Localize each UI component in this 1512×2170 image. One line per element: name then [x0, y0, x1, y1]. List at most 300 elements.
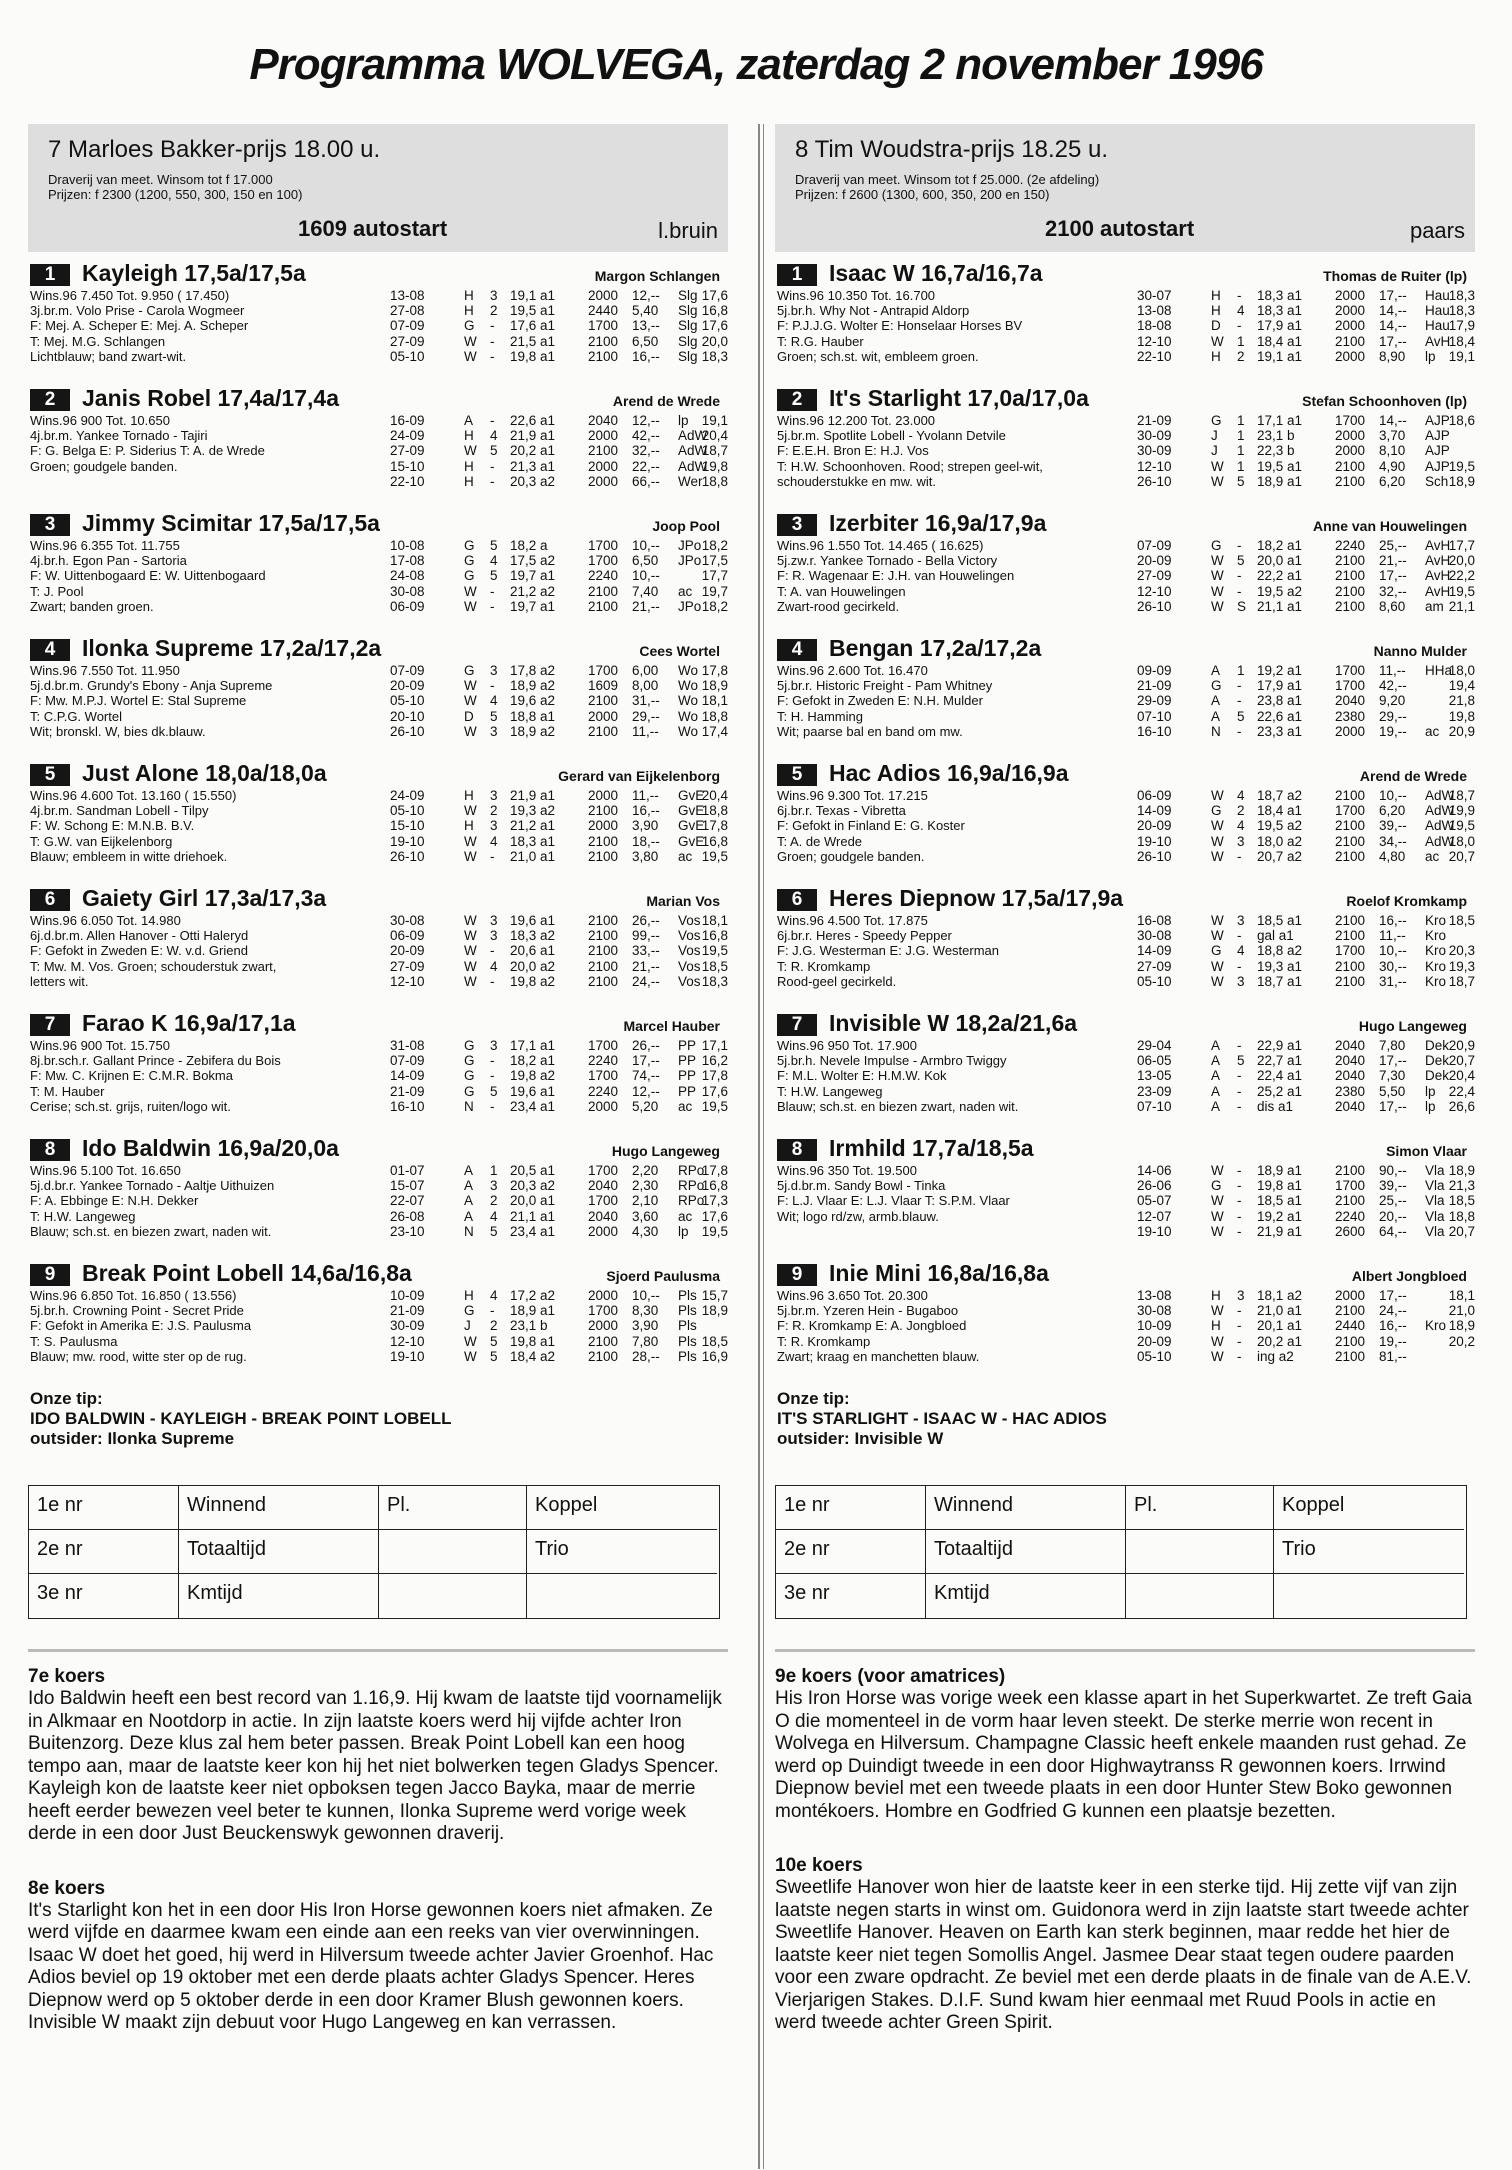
driver-name: Arend de Wrede	[612, 393, 720, 409]
form-cell: Kro	[1425, 1318, 1447, 1334]
form-cell: 06-09	[390, 928, 425, 944]
tip-block	[28, 1389, 728, 1449]
horse-name: Kayleigh 17,5a/17,5a	[82, 260, 306, 286]
start-number: 6	[777, 889, 817, 911]
form-cell: 5	[1237, 1053, 1245, 1069]
form-cell: 1700	[588, 663, 619, 678]
form-cell: 3	[490, 818, 498, 834]
article-body: Sweetlife Hanover won hier de laatste keer in een sterke tijd. Hij zette vijf van zijn laatste negen starts in winst om. Guidonora werd in zijn laatste start tweede achter Sweetlife Hanover. Heaven on Earth kan sterk beginnen, maar redde het hier de laatste keer niet tegen Somollis Angel. Jasmee Dear staat tegen oudere paarden voor een zware opdracht. Ze beviel met een derde plaats in de finale van de A.E.V. Vierjarigen Stakes. D.I.F. Sund kwam hier eenmaal met Ruud Pools in actie en werd tweede achter Green Spirit.	[775, 1877, 1472, 2033]
form-cell: 25,--	[1379, 1193, 1407, 1209]
form-cell: A	[1211, 1038, 1221, 1053]
form-cell: 2100	[1335, 458, 1366, 474]
form-cell: G	[1211, 413, 1222, 428]
betting-cell[interactable]	[379, 1530, 527, 1574]
form-cell: 30-08	[390, 913, 425, 928]
betting-cell[interactable]	[1126, 1574, 1274, 1618]
form-cell: 2600	[1335, 1223, 1366, 1239]
form-cell: 3	[1237, 833, 1245, 849]
form-cell: A	[464, 413, 474, 428]
form-cell: 2000	[588, 1288, 619, 1303]
form-cell: 21,9 a1	[510, 788, 556, 803]
form-cell: 32,--	[632, 443, 660, 459]
form-cell: GvE	[678, 803, 705, 819]
betting-cell[interactable]: 3e nr	[776, 1574, 926, 1618]
horse-name: Break Point Lobell 14,6a/16,8a	[82, 1260, 412, 1286]
form-row: 21-09 G - 17,9 a1 1700 42,-- 19,4	[1137, 678, 1475, 694]
form-cell: 05-10	[390, 348, 425, 364]
detail-line: Wins.96 6.850 Tot. 16.850 ( 13.556)	[30, 1288, 237, 1303]
form-cell: W	[464, 958, 477, 974]
form-cell: 21,9 a1	[510, 428, 556, 444]
form-row: 12-10 W - 19,5 a2 2100 32,-- AvH 19,5	[1137, 583, 1475, 599]
form-cell: 1700	[588, 1303, 619, 1319]
detail-line: F: Gefokt in Finland E: G. Koster	[777, 818, 965, 834]
form-cell: W	[464, 333, 477, 349]
form-cell: 1700	[588, 318, 619, 334]
form-cell: 19,6 a1	[510, 1083, 556, 1099]
form-cell: -	[1237, 958, 1242, 974]
form-cell: Wo	[678, 663, 699, 678]
form-cell: W	[464, 913, 477, 928]
form-cell: lp	[1425, 1083, 1436, 1099]
detail-line: T: S. Paulusma	[30, 1333, 118, 1349]
form-cell: AvH	[1425, 568, 1451, 584]
form-cell: 18,4 a1	[1257, 333, 1303, 349]
form-cell: 27-09	[390, 958, 425, 974]
form-cell: -	[1237, 583, 1242, 599]
form-row: 12-10 W 1 19,5 a1 2100 4,90 AJP 19,5	[1137, 458, 1475, 474]
form-cell: 17,5 a2	[510, 553, 556, 569]
form-cell: 17,--	[1379, 568, 1407, 584]
form-cell: 17,--	[1379, 333, 1407, 349]
form-cell: 81,--	[1379, 1348, 1407, 1364]
form-cell: 23,1 b	[510, 1318, 548, 1334]
form-cell: 2100	[1335, 958, 1366, 974]
horse-header	[775, 760, 1475, 790]
betting-form	[28, 1485, 720, 1619]
betting-cell[interactable]: Kmtijd	[179, 1574, 379, 1618]
form-cell: 99,--	[632, 928, 660, 944]
form-cell: 17-08	[390, 553, 425, 569]
race-condition-line: Draverij van meet. Winsom tot f 25.000. (2e afdeling)	[795, 172, 1100, 187]
detail-line: 5j.br.m. Yzeren Hein - Bugaboo	[777, 1303, 959, 1319]
form-row: 19-10 W 5 18,4 a2 2100 28,-- Pls 16,9	[390, 1348, 728, 1364]
form-row: 26-10 W - 20,7 a2 2100 4,80 ac 20,7	[1137, 848, 1475, 864]
form-cell: G	[1211, 943, 1222, 959]
form-cell: 30-09	[1137, 428, 1172, 444]
form-cell: 06-05	[1137, 1053, 1172, 1069]
column-divider	[763, 124, 764, 2169]
spacer	[28, 1846, 728, 1864]
form-cell: 19,6 a1	[510, 913, 556, 928]
form-cell: 13-08	[390, 288, 425, 303]
form-cell: 2100	[1335, 553, 1366, 569]
betting-cell[interactable]: Totaaltijd	[179, 1530, 379, 1574]
form-cell: H	[1211, 303, 1221, 319]
form-cell: Slg	[678, 348, 698, 364]
betting-cell[interactable]: 3e nr	[29, 1574, 179, 1618]
driver-name: Marcel Hauber	[623, 1018, 720, 1034]
form-cell: 2040	[1335, 1053, 1366, 1069]
form-cell: 18,9 a1	[510, 1303, 556, 1319]
form-cell: 26-10	[1137, 598, 1172, 614]
form-cell: 8,90	[1379, 348, 1406, 364]
form-cell: 18,3 a1	[510, 833, 556, 849]
detail-line: Wins.96 2.600 Tot. 16.470	[777, 663, 928, 678]
form-cell: Slg	[678, 288, 698, 303]
detail-line: 8j.br.sch.r. Gallant Prince - Zebifera du Bois	[30, 1053, 281, 1069]
detail-line: 4j.br.m. Sandman Lobell - Tilpy	[30, 803, 209, 819]
horse-entry	[28, 635, 728, 760]
form-cell: 21-09	[1137, 678, 1172, 694]
betting-row	[29, 1486, 719, 1530]
race-header	[28, 124, 728, 252]
start-number: 5	[30, 764, 70, 786]
horse-details	[777, 788, 1117, 864]
form-cell: 29-04	[1137, 1038, 1172, 1053]
form-row: 14-09 G - 19,8 a2 1700 74,-- PP 17,8	[390, 1068, 728, 1084]
betting-cell[interactable]: Trio	[527, 1530, 717, 1574]
form-row: 05-10 W 2 19,3 a2 2100 16,-- GvE 18,8	[390, 803, 728, 819]
form-cell: 14,--	[1379, 413, 1407, 428]
betting-cell[interactable]: Winnend	[926, 1486, 1126, 1530]
form-cell: 2000	[1335, 428, 1366, 444]
form-cell: G	[464, 538, 475, 553]
section-separator	[28, 1649, 728, 1652]
form-row: 06-05 A 5 22,7 a1 2040 17,-- Dek 20,7	[1137, 1053, 1475, 1069]
detail-line: Zwart; banden groen.	[30, 598, 154, 614]
form-cell: 20,2 a1	[1257, 1333, 1303, 1349]
form-cell: W	[464, 598, 477, 614]
detail-line: Wins.96 1.550 Tot. 14.465 ( 16.625)	[777, 538, 984, 553]
form-row: 26-10 W 3 18,9 a2 2100 11,-- Wo 17,4	[390, 723, 728, 739]
form-cell: W	[464, 1348, 477, 1364]
form-table	[390, 1163, 728, 1239]
form-cell: -	[1237, 318, 1242, 334]
form-cell: 2000	[1335, 348, 1366, 364]
form-cell: 14-09	[390, 1068, 425, 1084]
race-title: 8 Tim Woudstra-prijs 18.25 u.	[795, 136, 1109, 163]
detail-line: 5j.br.h. Why Not - Antrapid Aldorp	[777, 303, 970, 319]
form-cell: GvE	[678, 788, 705, 803]
form-cell: 31-08	[390, 1038, 425, 1053]
horse-header	[775, 885, 1475, 915]
form-cell: 3	[490, 723, 498, 739]
form-cell: lp	[678, 1223, 689, 1239]
form-cell: 19,3 a2	[510, 803, 556, 819]
horse-details	[30, 1288, 370, 1364]
form-cell: W	[464, 678, 477, 694]
form-cell: 1609	[588, 678, 619, 694]
form-cell: 2100	[1335, 818, 1366, 834]
form-cell: N	[464, 1223, 474, 1239]
form-cell: 3	[490, 663, 498, 678]
form-cell: G	[1211, 803, 1222, 819]
form-cell: 4	[490, 693, 498, 709]
form-cell: -	[490, 973, 495, 989]
form-cell: Pls	[678, 1303, 697, 1319]
form-cell: 20,6 a1	[510, 943, 556, 959]
form-cell: 19,6 a2	[510, 693, 556, 709]
form-cell: 2240	[1335, 1208, 1366, 1224]
detail-line: Groen; sch.st. wit, embleem groen.	[777, 348, 979, 364]
form-cell: 2100	[1335, 973, 1366, 989]
form-cell: W	[1211, 913, 1224, 928]
form-cell: H	[464, 458, 474, 474]
detail-line: Wins.96 7.550 Tot. 11.950	[30, 663, 180, 678]
detail-line: F: Mw. M.P.J. Wortel E: Stal Supreme	[30, 693, 247, 709]
form-cell: W	[464, 348, 477, 364]
form-cell: -	[490, 333, 495, 349]
form-table	[390, 538, 728, 614]
form-cell: 24,--	[632, 973, 660, 989]
form-cell: 21-09	[1137, 413, 1172, 428]
form-row: 12-10 W 5 19,8 a1 2100 7,80 Pls 18,5	[390, 1333, 728, 1349]
form-cell: 07-09	[390, 318, 425, 334]
form-cell: H	[464, 818, 474, 834]
form-cell: -	[1237, 1083, 1242, 1099]
form-row: 10-09 H - 20,1 a1 2440 16,-- Kro 18,9	[1137, 1318, 1475, 1334]
form-row: 12-07 W - 19,2 a1 2240 20,-- Vla 18,8	[1137, 1208, 1475, 1224]
detail-line: T: G.W. van Eijkelenborg	[30, 833, 173, 849]
betting-cell[interactable]: Winnend	[179, 1486, 379, 1530]
start-number: 2	[30, 389, 70, 411]
form-row: 07-09 G - 18,2 a1 2240 17,-- PP 16,2	[390, 1053, 728, 1069]
form-cell: RPo	[678, 1178, 705, 1194]
form-row: 10-09 H 4 17,2 a2 2000 10,-- Pls 15,7	[390, 1288, 728, 1303]
horse-entry	[775, 1010, 1475, 1135]
form-cell: 15-10	[390, 818, 425, 834]
driver-name: Nanno Mulder	[1373, 643, 1467, 659]
detail-line: F: R. Kromkamp E: A. Jongbloed	[777, 1318, 967, 1334]
horse-header	[775, 260, 1475, 290]
form-cell: 24-09	[390, 428, 425, 444]
betting-row	[29, 1574, 719, 1618]
form-cell: 18,4 a1	[1257, 803, 1303, 819]
form-cell: 4	[1237, 788, 1245, 803]
start-number: 4	[777, 639, 817, 661]
form-cell: 2040	[1335, 693, 1366, 709]
form-cell: RPo	[678, 1163, 705, 1178]
form-cell: 21-09	[390, 1303, 425, 1319]
form-cell: -	[1237, 848, 1242, 864]
driver-name: Arend de Wrede	[1359, 768, 1467, 784]
betting-cell[interactable]	[1274, 1574, 1464, 1618]
form-cell: -	[490, 678, 495, 694]
preview-article	[775, 1666, 1475, 1841]
form-cell: 12-10	[390, 973, 425, 989]
form-cell: 1	[1237, 333, 1245, 349]
betting-cell[interactable]: Kmtijd	[926, 1574, 1126, 1618]
horse-entry	[28, 385, 728, 510]
form-cell: 2100	[1335, 568, 1366, 584]
detail-line: T: H. Hamming	[777, 708, 863, 724]
form-cell: AJP	[1425, 428, 1450, 444]
detail-line: 3j.br.m. Volo Prise - Carola Wogmeer	[30, 303, 245, 319]
form-cell: 17,1 a1	[510, 1038, 556, 1053]
detail-line: 5j.br.r. Historic Freight - Pam Whitney	[777, 678, 993, 694]
form-cell: 2000	[588, 788, 619, 803]
tip-selection: IT'S STARLIGHT - ISAAC W - HAC ADIOS	[777, 1409, 1107, 1428]
form-cell: 7,80	[1379, 1038, 1406, 1053]
form-row: 19-10 W 4 18,3 a1 2100 18,-- GvE 16,8	[390, 833, 728, 849]
form-cell: 11,--	[632, 788, 659, 803]
form-cell: 26-10	[390, 723, 425, 739]
detail-line: F: Mw. C. Krijnen E: C.M.R. Bokma	[30, 1068, 233, 1084]
form-row: 24-09 H 3 21,9 a1 2000 11,-- GvE 20,4	[390, 788, 728, 803]
driver-name: Hugo Langeweg	[611, 1143, 720, 1159]
form-cell: 18,3 a2	[510, 928, 556, 944]
form-cell: ac	[1425, 848, 1440, 864]
form-row: 30-08 W - 21,0 a1 2100 24,-- 21,0	[1137, 1303, 1475, 1319]
form-cell: 23,1 b	[1257, 428, 1295, 444]
race-prize-line: Prijzen: f 2600 (1300, 600, 350, 200 en 150)	[795, 187, 1050, 202]
form-cell: H	[1211, 1318, 1221, 1334]
detail-line: Wins.96 6.050 Tot. 14.980	[30, 913, 181, 928]
form-cell: 2380	[1335, 1083, 1366, 1099]
form-cell: 18,4 a2	[510, 1348, 556, 1364]
horse-header	[28, 885, 728, 915]
detail-line: 6j.br.r. Texas - Vibretta	[777, 803, 906, 819]
form-cell: 26,--	[632, 913, 660, 928]
form-cell: 23,4 a1	[510, 1223, 556, 1239]
form-row: 15-07 A 3 20,3 a2 2040 2,30 RPo 16,8	[390, 1178, 728, 1194]
form-cell: H	[464, 288, 474, 303]
form-cell: 2100	[588, 333, 619, 349]
form-cell: 2	[490, 303, 498, 319]
form-cell: 07-10	[1137, 1098, 1172, 1114]
form-cell: GvE	[678, 833, 705, 849]
form-row: 26-10 W S 21,1 a1 2100 8,60 am 21,1	[1137, 598, 1475, 614]
form-row: 21-09 G 1 17,1 a1 1700 14,-- AJP 18,6	[1137, 413, 1475, 428]
betting-cell[interactable]: Pl.	[1126, 1486, 1274, 1530]
detail-line: letters wit.	[30, 973, 89, 989]
form-cell: 42,--	[1379, 678, 1407, 694]
betting-cell[interactable]	[527, 1574, 717, 1618]
form-cell: W	[1211, 1333, 1224, 1349]
betting-cell[interactable]: Pl.	[379, 1486, 527, 1530]
betting-row	[776, 1574, 1466, 1618]
section-separator	[775, 1649, 1475, 1652]
form-cell: GvE	[678, 818, 705, 834]
form-cell: 2000	[588, 1098, 619, 1114]
horse-details	[777, 1038, 1117, 1114]
spacer	[775, 1823, 1475, 1841]
detail-line: 5j.d.br.m. Grundy's Ebony - Anja Supreme	[30, 678, 273, 694]
form-cell: 3	[490, 788, 498, 803]
article-heading: 8e koers	[28, 1877, 106, 1899]
detail-line: F: R. Wagenaar E: J.H. van Houwelingen	[777, 568, 1015, 584]
form-cell: 4	[490, 958, 498, 974]
form-cell: 3,70	[1379, 428, 1406, 444]
form-cell: 21,2 a2	[510, 583, 556, 599]
form-cell: 14-09	[1137, 803, 1172, 819]
betting-cell[interactable]	[379, 1574, 527, 1618]
form-cell: 22-10	[390, 473, 425, 489]
form-cell: AdW	[1425, 788, 1455, 803]
form-row: 22-10 H - 20,3 a2 2000 66,-- Wer 18,8	[390, 473, 728, 489]
form-row: 26-08 A 4 21,1 a1 2040 3,60 ac 17,6	[390, 1208, 728, 1224]
betting-cell[interactable]: Trio	[1274, 1530, 1464, 1574]
form-row: 30-08 W - 21,2 a2 2100 7,40 ac 19,7	[390, 583, 728, 599]
form-cell: 22,2 a1	[1257, 568, 1303, 584]
form-cell: W	[1211, 583, 1224, 599]
form-cell: 42,--	[632, 428, 660, 444]
betting-cell[interactable]: 2e nr	[29, 1530, 179, 1574]
form-cell: 1700	[1335, 803, 1366, 819]
form-cell: AvH	[1425, 583, 1451, 599]
form-cell: 05-10	[1137, 973, 1172, 989]
form-cell: 20,1 a1	[1257, 1318, 1303, 1334]
form-cell: -	[1237, 1193, 1242, 1209]
detail-line: Lichtblauw; band zwart-wit.	[30, 348, 187, 364]
detail-line: Rood-geel gecirkeld.	[777, 973, 897, 989]
form-cell: 2100	[588, 928, 619, 944]
form-cell: AdW	[678, 428, 708, 444]
form-cell: 12,--	[632, 288, 660, 303]
detail-line: F: Gefokt in Zweden E: W. v.d. Griend	[30, 943, 248, 959]
form-cell: 2100	[1335, 848, 1366, 864]
form-row: 20-09 W - 18,9 a2 1609 8,00 Wo 18,9	[390, 678, 728, 694]
form-cell: Slg	[678, 318, 698, 334]
driver-name: Marian Vos	[646, 893, 720, 909]
form-cell: 12-07	[1137, 1208, 1172, 1224]
form-cell: dis a1	[1257, 1098, 1294, 1114]
horse-details	[30, 538, 370, 614]
form-cell: 8,30	[632, 1303, 659, 1319]
form-cell: 18-08	[1137, 318, 1172, 334]
form-cell: 20-10	[390, 708, 425, 724]
horse-entry	[775, 1135, 1475, 1260]
form-cell: 16,--	[1379, 1318, 1407, 1334]
betting-cell[interactable]: Koppel	[527, 1486, 717, 1530]
form-table	[390, 1288, 728, 1364]
form-cell: 2100	[588, 443, 619, 459]
betting-cell[interactable]: Koppel	[1274, 1486, 1464, 1530]
detail-line: Wins.96 350 Tot. 19.500	[777, 1163, 917, 1178]
betting-cell[interactable]: 2e nr	[776, 1530, 926, 1574]
horse-details	[30, 663, 370, 739]
form-cell: 20,0 a1	[510, 1193, 556, 1209]
form-cell: 6,00	[632, 663, 659, 678]
form-cell: AdW	[1425, 833, 1455, 849]
form-cell: W	[1211, 458, 1224, 474]
betting-cell[interactable]	[1126, 1530, 1274, 1574]
form-cell: W	[464, 723, 477, 739]
form-cell: 22,3 b	[1257, 443, 1295, 459]
form-row: 29-04 A - 22,9 a1 2040 7,80 Dek 20,9	[1137, 1038, 1475, 1053]
betting-cell[interactable]: 1e nr	[29, 1486, 179, 1530]
horse-name: Invisible W 18,2a/21,6a	[829, 1010, 1078, 1036]
form-cell: 2100	[1335, 1303, 1366, 1319]
betting-cell[interactable]: 1e nr	[776, 1486, 926, 1530]
form-row: 07-10 A - dis a1 2040 17,-- lp 26,6	[1137, 1098, 1475, 1114]
form-cell: Kro	[1425, 973, 1447, 989]
betting-cell[interactable]: Totaaltijd	[926, 1530, 1126, 1574]
form-cell: 11,--	[1379, 663, 1406, 678]
form-cell: 6,50	[632, 553, 659, 569]
form-cell: -	[1237, 288, 1242, 303]
form-table	[390, 913, 728, 989]
form-row: 20-10 D 5 18,8 a1 2000 29,-- Wo 18,8	[390, 708, 728, 724]
form-cell: Vla	[1425, 1223, 1445, 1239]
form-cell: 30,--	[1379, 958, 1407, 974]
form-row: 07-09 G - 17,6 a1 1700 13,-- Slg 17,6	[390, 318, 728, 334]
form-row: 26-10 W 5 18,9 a1 2100 6,20 Sch 18,9	[1137, 473, 1475, 489]
form-cell: 18,5 a1	[1257, 913, 1303, 928]
detail-line: F: Gefokt in Zweden E: N.H. Mulder	[777, 693, 983, 709]
form-cell: -	[490, 473, 495, 489]
